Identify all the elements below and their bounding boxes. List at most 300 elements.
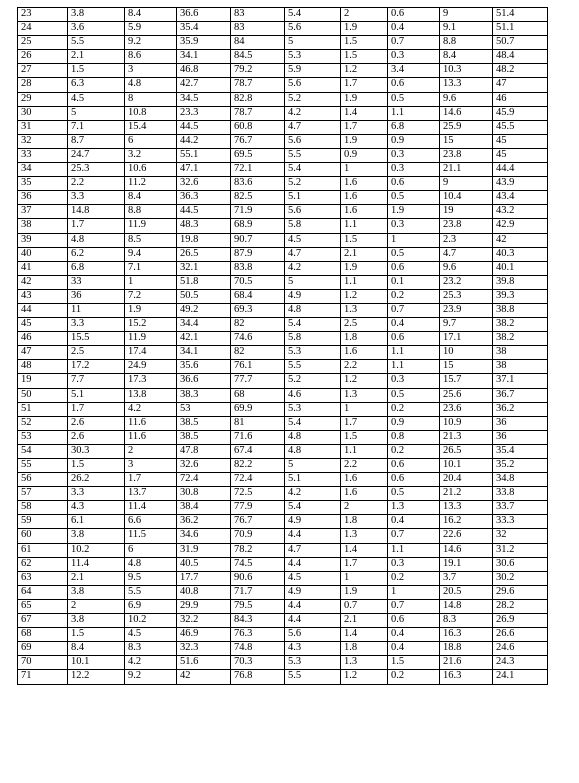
table-cell: 5.5 [68, 36, 125, 50]
table-cell: 21.2 [440, 487, 493, 501]
table-cell: 13.8 [125, 388, 177, 402]
table-cell: 1.9 [341, 261, 388, 275]
table-row [18, 50, 548, 64]
table-cell: 48.2 [493, 64, 548, 78]
row-number-cell: 54 [18, 444, 68, 458]
row-number-cell: 55 [18, 459, 68, 473]
table-cell: 25.9 [440, 120, 493, 134]
table-row [18, 261, 548, 275]
table-cell: 1.9 [341, 585, 388, 599]
table-cell: 0.3 [388, 50, 440, 64]
table-cell: 76.8 [231, 670, 285, 684]
table-cell: 79.2 [231, 64, 285, 78]
table-cell: 4.4 [285, 529, 341, 543]
table-cell: 3 [125, 64, 177, 78]
table-cell: 42.7 [177, 78, 231, 92]
table-cell: 51.1 [493, 22, 548, 36]
table-cell: 40.1 [493, 261, 548, 275]
table-cell: 0.6 [388, 473, 440, 487]
table-cell: 5.4 [285, 163, 341, 177]
table-cell: 5.5 [285, 360, 341, 374]
table-cell: 4.2 [285, 106, 341, 120]
table-cell: 1.7 [341, 78, 388, 92]
table-cell: 1.1 [341, 444, 388, 458]
table-cell: 2 [125, 444, 177, 458]
table-cell: 0.4 [388, 642, 440, 656]
table-cell: 38.8 [493, 303, 548, 317]
table-cell: 3.6 [68, 22, 125, 36]
row-number-cell: 38 [18, 219, 68, 233]
table-cell: 69.5 [231, 148, 285, 162]
table-cell: 36.2 [493, 402, 548, 416]
table-cell: 6.8 [388, 120, 440, 134]
table-cell: 0.3 [388, 219, 440, 233]
table-cell: 30.2 [493, 571, 548, 585]
table-cell: 0.8 [388, 430, 440, 444]
table-cell: 6.6 [125, 515, 177, 529]
table-cell: 68 [231, 388, 285, 402]
table-row [18, 163, 548, 177]
table-cell: 6.1 [68, 515, 125, 529]
table-cell: 76.1 [231, 360, 285, 374]
table-cell: 0.2 [388, 289, 440, 303]
table-cell: 34.1 [177, 50, 231, 64]
table-row [18, 571, 548, 585]
table-cell: 9 [440, 177, 493, 191]
table-cell: 0.6 [388, 332, 440, 346]
table-cell: 82.2 [231, 459, 285, 473]
row-number-cell: 39 [18, 233, 68, 247]
table-cell: 0.2 [388, 670, 440, 684]
table-cell: 11.4 [125, 501, 177, 515]
table-row [18, 134, 548, 148]
table-cell: 8.8 [440, 36, 493, 50]
table-cell: 25.3 [68, 163, 125, 177]
table-cell: 16.3 [440, 628, 493, 642]
table-cell: 72.4 [231, 473, 285, 487]
table-cell: 10.2 [125, 614, 177, 628]
table-cell: 9 [440, 8, 493, 22]
table-cell: 1.1 [341, 275, 388, 289]
table-cell: 82.5 [231, 191, 285, 205]
table-row [18, 346, 548, 360]
table-cell: 42 [493, 233, 548, 247]
table-cell: 40.5 [177, 557, 231, 571]
table-cell: 78.2 [231, 543, 285, 557]
table-cell: 3.8 [68, 585, 125, 599]
table-cell: 1.9 [388, 205, 440, 219]
table-cell: 83.6 [231, 177, 285, 191]
table-cell: 10.6 [125, 163, 177, 177]
table-cell: 76.7 [231, 134, 285, 148]
table-cell: 5.4 [285, 416, 341, 430]
table-row [18, 22, 548, 36]
row-number-cell: 32 [18, 134, 68, 148]
table-cell: 38 [493, 346, 548, 360]
table-cell: 8.7 [68, 134, 125, 148]
table-cell: 1.5 [68, 628, 125, 642]
table-cell: 22.6 [440, 529, 493, 543]
table-row [18, 374, 548, 388]
table-cell: 21.1 [440, 163, 493, 177]
table-row [18, 360, 548, 374]
table-cell: 24.6 [493, 642, 548, 656]
table-cell: 26.2 [68, 473, 125, 487]
table-cell: 26.5 [440, 444, 493, 458]
table-cell: 0.7 [388, 36, 440, 50]
table-cell: 47.8 [177, 444, 231, 458]
table-cell: 23.6 [440, 402, 493, 416]
table-cell: 1.5 [388, 656, 440, 670]
table-cell: 68.9 [231, 219, 285, 233]
table-cell: 4.5 [68, 92, 125, 106]
table-cell: 10.2 [68, 543, 125, 557]
table-cell: 44.5 [177, 120, 231, 134]
row-number-cell: 23 [18, 8, 68, 22]
table-cell: 34.8 [493, 473, 548, 487]
table-cell: 81 [231, 416, 285, 430]
table-cell: 8.5 [125, 233, 177, 247]
table-cell: 71.6 [231, 430, 285, 444]
table-cell: 43.9 [493, 177, 548, 191]
table-cell: 17.1 [440, 332, 493, 346]
row-number-cell: 52 [18, 416, 68, 430]
table-cell: 77.7 [231, 374, 285, 388]
table-cell: 42.1 [177, 332, 231, 346]
table-cell: 0.5 [388, 487, 440, 501]
table-cell: 40.8 [177, 585, 231, 599]
table-cell: 1.6 [341, 487, 388, 501]
table-row [18, 599, 548, 613]
table-cell: 5.3 [285, 656, 341, 670]
table-cell: 45 [493, 148, 548, 162]
table-cell: 2.1 [341, 247, 388, 261]
table-cell: 87.9 [231, 247, 285, 261]
table-body [18, 8, 548, 685]
table-cell: 32.1 [177, 261, 231, 275]
table-cell: 4.9 [285, 289, 341, 303]
table-cell: 1.7 [68, 219, 125, 233]
table-cell: 24.9 [125, 360, 177, 374]
table-cell: 11.9 [125, 332, 177, 346]
table-cell: 44.2 [177, 134, 231, 148]
table-cell: 14.6 [440, 106, 493, 120]
table-cell: 43.4 [493, 191, 548, 205]
row-number-cell: 24 [18, 22, 68, 36]
table-cell: 1.7 [341, 120, 388, 134]
table-cell: 82 [231, 346, 285, 360]
table-cell: 1.5 [341, 36, 388, 50]
table-cell: 44.5 [177, 205, 231, 219]
table-row [18, 444, 548, 458]
table-cell: 5.2 [285, 177, 341, 191]
table-cell: 84.3 [231, 614, 285, 628]
table-cell: 7.1 [125, 261, 177, 275]
table-cell: 0.2 [388, 444, 440, 458]
table-cell: 1.6 [341, 346, 388, 360]
row-number-cell: 27 [18, 64, 68, 78]
row-number-cell: 48 [18, 360, 68, 374]
table-cell: 15.4 [125, 120, 177, 134]
table-cell: 45.9 [493, 106, 548, 120]
table-cell: 4.8 [68, 233, 125, 247]
table-cell: 4.2 [285, 261, 341, 275]
table-row [18, 430, 548, 444]
table-cell: 11.2 [125, 177, 177, 191]
table-cell: 5.1 [285, 191, 341, 205]
table-cell: 1.9 [125, 303, 177, 317]
table-cell: 5.9 [285, 64, 341, 78]
table-cell: 3.8 [68, 8, 125, 22]
table-row [18, 585, 548, 599]
table-cell: 23.3 [177, 106, 231, 120]
table-cell: 20.4 [440, 473, 493, 487]
table-cell: 5 [285, 275, 341, 289]
table-cell: 0.4 [388, 318, 440, 332]
table-row [18, 219, 548, 233]
table-cell: 1.2 [341, 289, 388, 303]
table-cell: 34.6 [177, 529, 231, 543]
table-cell: 5.6 [285, 134, 341, 148]
table-cell: 1 [341, 402, 388, 416]
table-row [18, 642, 548, 656]
table-cell: 34.1 [177, 346, 231, 360]
table-cell: 11.6 [125, 430, 177, 444]
table-row [18, 92, 548, 106]
row-number-cell: 33 [18, 148, 68, 162]
table-cell: 2 [68, 599, 125, 613]
row-number-cell: 41 [18, 261, 68, 275]
table-cell: 4.7 [285, 120, 341, 134]
table-cell: 72.4 [177, 473, 231, 487]
table-cell: 82 [231, 318, 285, 332]
row-number-cell: 34 [18, 163, 68, 177]
table-cell: 36.3 [177, 191, 231, 205]
table-cell: 1.3 [341, 529, 388, 543]
table-cell: 4.5 [125, 628, 177, 642]
table-cell: 69.9 [231, 402, 285, 416]
table-cell: 3.7 [440, 571, 493, 585]
table-cell: 26.6 [493, 628, 548, 642]
table-cell: 33.7 [493, 501, 548, 515]
table-cell: 9.1 [440, 22, 493, 36]
table-cell: 15 [440, 360, 493, 374]
table-cell: 82.8 [231, 92, 285, 106]
table-row [18, 64, 548, 78]
table-cell: 2.5 [341, 318, 388, 332]
row-number-cell: 58 [18, 501, 68, 515]
table-cell: 46 [493, 92, 548, 106]
table-cell: 39.3 [493, 289, 548, 303]
table-cell: 36 [493, 430, 548, 444]
table-cell: 13.3 [440, 78, 493, 92]
table-cell: 1 [341, 163, 388, 177]
table-cell: 33.3 [493, 515, 548, 529]
table-cell: 4.7 [285, 543, 341, 557]
table-cell: 31.9 [177, 543, 231, 557]
table-cell: 5.9 [125, 22, 177, 36]
table-cell: 7.2 [125, 289, 177, 303]
table-cell: 90.7 [231, 233, 285, 247]
table-cell: 1.8 [341, 642, 388, 656]
table-cell: 5.2 [285, 374, 341, 388]
table-cell: 5.3 [285, 346, 341, 360]
table-row [18, 78, 548, 92]
table-cell: 30.6 [493, 557, 548, 571]
table-cell: 8.6 [125, 50, 177, 64]
table-cell: 9.6 [440, 92, 493, 106]
table-cell: 39.8 [493, 275, 548, 289]
table-cell: 5.6 [285, 78, 341, 92]
table-cell: 8.3 [125, 642, 177, 656]
table-cell: 0.9 [388, 416, 440, 430]
table-cell: 36.6 [177, 374, 231, 388]
table-row [18, 628, 548, 642]
row-number-cell: 67 [18, 614, 68, 628]
table-cell: 29.6 [493, 585, 548, 599]
table-cell: 49.2 [177, 303, 231, 317]
table-cell: 0.1 [388, 275, 440, 289]
table-cell: 5.6 [285, 205, 341, 219]
table-cell: 1.1 [388, 360, 440, 374]
table-cell: 51.8 [177, 275, 231, 289]
table-row [18, 148, 548, 162]
table-row [18, 614, 548, 628]
table-cell: 2.6 [68, 416, 125, 430]
table-cell: 18.8 [440, 642, 493, 656]
table-cell: 2.1 [68, 50, 125, 64]
table-cell: 4.3 [285, 642, 341, 656]
table-cell: 23.8 [440, 148, 493, 162]
table-cell: 72.1 [231, 163, 285, 177]
table-cell: 0.5 [388, 247, 440, 261]
table-row [18, 275, 548, 289]
table-cell: 2 [341, 8, 388, 22]
table-cell: 79.5 [231, 599, 285, 613]
table-cell: 0.3 [388, 374, 440, 388]
table-cell: 8.4 [68, 642, 125, 656]
table-cell: 4.4 [285, 557, 341, 571]
row-number-cell: 59 [18, 515, 68, 529]
table-cell: 0.3 [388, 148, 440, 162]
table-cell: 3.2 [125, 148, 177, 162]
row-number-cell: 62 [18, 557, 68, 571]
row-number-cell: 43 [18, 289, 68, 303]
table-cell: 14.6 [440, 543, 493, 557]
table-cell: 3.8 [68, 614, 125, 628]
table-cell: 0.4 [388, 22, 440, 36]
table-cell: 4.7 [440, 247, 493, 261]
table-row [18, 459, 548, 473]
row-number-cell: 51 [18, 402, 68, 416]
table-row [18, 515, 548, 529]
row-number-cell: 45 [18, 318, 68, 332]
table-cell: 7.7 [68, 374, 125, 388]
table-cell: 6.3 [68, 78, 125, 92]
table-cell: 0.6 [388, 459, 440, 473]
table-cell: 0.6 [388, 177, 440, 191]
row-number-cell: 47 [18, 346, 68, 360]
table-cell: 5.6 [285, 628, 341, 642]
table-cell: 51.6 [177, 656, 231, 670]
table-cell: 36.6 [177, 8, 231, 22]
row-number-cell: 36 [18, 191, 68, 205]
table-cell: 5.4 [285, 8, 341, 22]
table-cell: 10.8 [125, 106, 177, 120]
table-cell: 11.6 [125, 416, 177, 430]
table-cell: 8 [125, 92, 177, 106]
table-cell: 6 [125, 134, 177, 148]
table-cell: 4.5 [285, 233, 341, 247]
table-cell: 5.6 [285, 22, 341, 36]
table-cell: 32.2 [177, 614, 231, 628]
table-cell: 77.9 [231, 501, 285, 515]
table-cell: 90.6 [231, 571, 285, 585]
table-cell: 3.4 [388, 64, 440, 78]
row-number-cell: 19 [18, 374, 68, 388]
row-number-cell: 57 [18, 487, 68, 501]
table-cell: 6.8 [68, 261, 125, 275]
table-cell: 31.2 [493, 543, 548, 557]
table-cell: 1.5 [341, 430, 388, 444]
table-cell: 35.9 [177, 36, 231, 50]
table-cell: 68.4 [231, 289, 285, 303]
table-cell: 0.7 [341, 599, 388, 613]
table-cell: 13.7 [125, 487, 177, 501]
row-number-cell: 37 [18, 205, 68, 219]
table-cell: 38.5 [177, 430, 231, 444]
table-cell: 36.7 [493, 388, 548, 402]
table-cell: 5.3 [285, 402, 341, 416]
table-row [18, 501, 548, 515]
table-row [18, 670, 548, 684]
table-cell: 32.6 [177, 459, 231, 473]
table-cell: 1.1 [388, 106, 440, 120]
table-cell: 83 [231, 8, 285, 22]
row-number-cell: 69 [18, 642, 68, 656]
table-cell: 1.7 [125, 473, 177, 487]
table-cell: 0.3 [388, 557, 440, 571]
row-number-cell: 60 [18, 529, 68, 543]
table-cell: 4.4 [285, 614, 341, 628]
table-cell: 74.5 [231, 557, 285, 571]
table-cell: 69.3 [231, 303, 285, 317]
table-cell: 17.2 [68, 360, 125, 374]
table-cell: 50.5 [177, 289, 231, 303]
table-cell: 5.4 [285, 318, 341, 332]
table-cell: 4.8 [125, 78, 177, 92]
table-cell: 5.2 [285, 92, 341, 106]
table-cell: 5.8 [285, 332, 341, 346]
table-cell: 1.4 [341, 543, 388, 557]
table-cell: 5 [285, 36, 341, 50]
table-cell: 17.7 [177, 571, 231, 585]
table-cell: 0.7 [388, 529, 440, 543]
table-cell: 0.9 [388, 134, 440, 148]
table-cell: 4.6 [285, 388, 341, 402]
table-cell: 70.5 [231, 275, 285, 289]
table-cell: 0.4 [388, 628, 440, 642]
table-cell: 35.4 [177, 22, 231, 36]
table-cell: 5.8 [285, 219, 341, 233]
table-cell: 33 [68, 275, 125, 289]
table-cell: 72.5 [231, 487, 285, 501]
table-row [18, 247, 548, 261]
table-cell: 26.5 [177, 247, 231, 261]
table-cell: 9.2 [125, 670, 177, 684]
row-number-cell: 70 [18, 656, 68, 670]
table-cell: 1.8 [341, 515, 388, 529]
